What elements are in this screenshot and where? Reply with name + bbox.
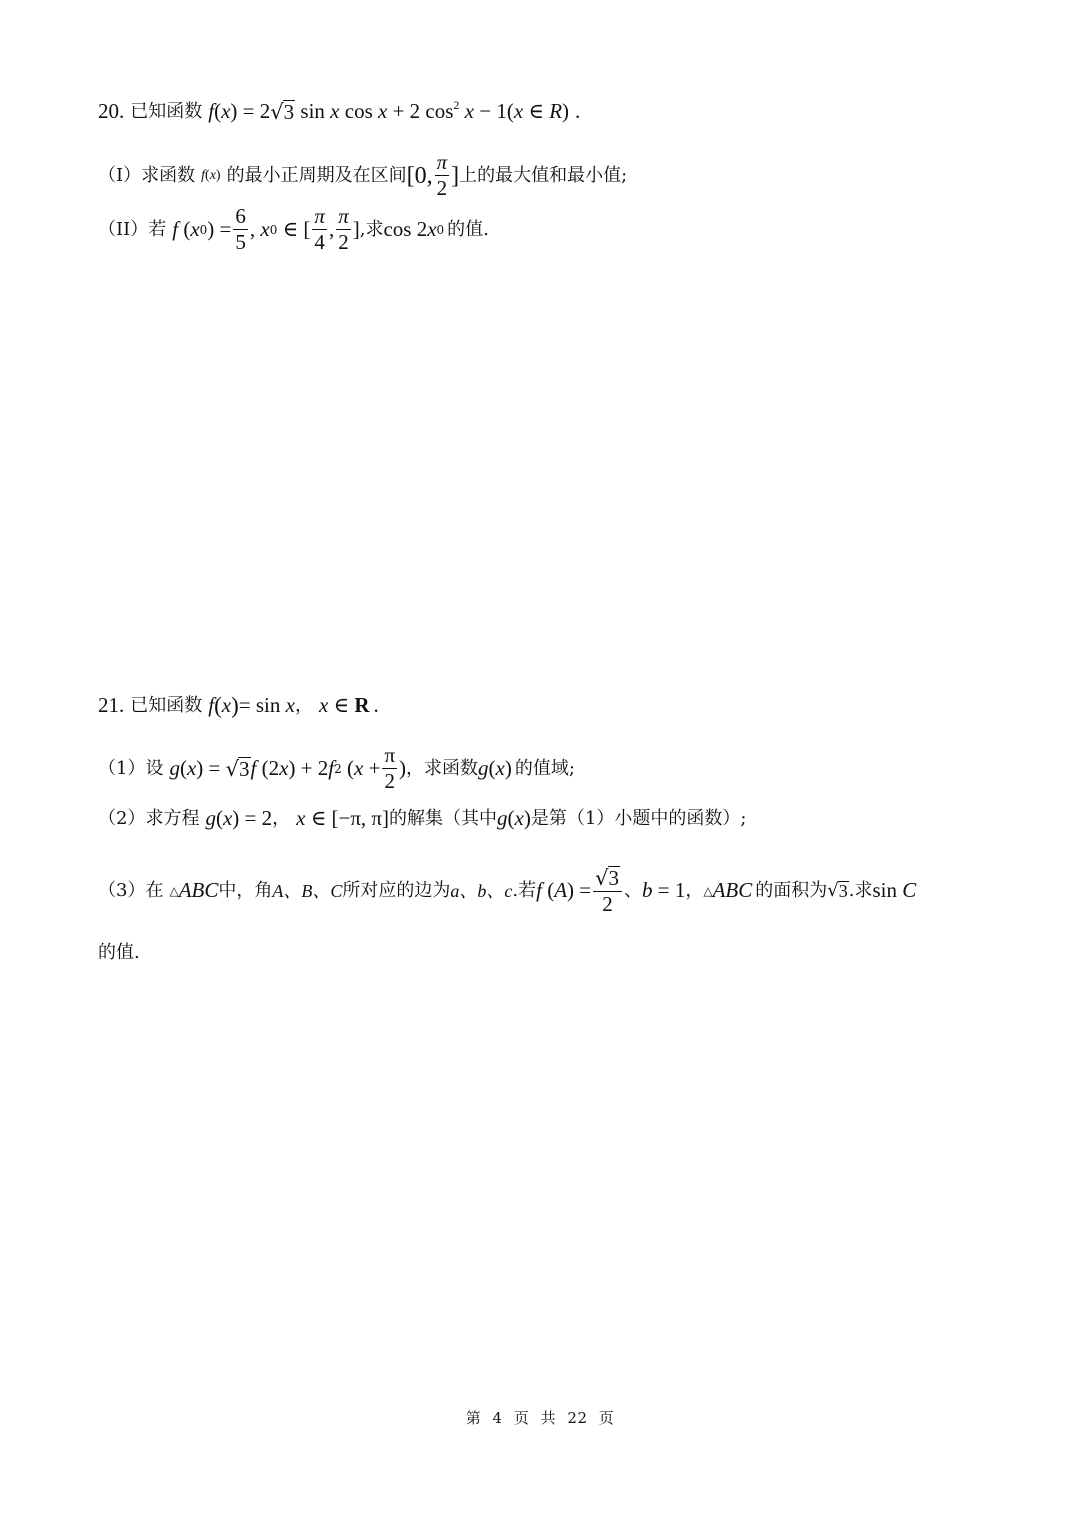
q20-part1-label: （I） bbox=[98, 164, 142, 186]
q21-p1-gx: g ( x ) bbox=[478, 756, 512, 780]
q21-p3-sep: 、 bbox=[624, 879, 642, 901]
q21-p3-triangle: △ ABC bbox=[169, 878, 219, 903]
q21-p3-text-d: .若 bbox=[512, 879, 537, 901]
q21-stem-text: 已知函数 bbox=[130, 694, 203, 716]
q20-part2-target: cos 2 x 0 bbox=[383, 217, 445, 241]
q21-p3-triangle2: △ ABC bbox=[703, 878, 753, 903]
q21-number: 21. bbox=[98, 693, 125, 717]
q21-part3-continuation bbox=[98, 944, 140, 962]
q21-p1-label: （1） bbox=[98, 757, 146, 779]
q21-p3-b-eq: b = 1 bbox=[642, 878, 686, 903]
footer-page-word: 页 bbox=[513, 1409, 530, 1427]
q20-part1-text-a: 求函数 bbox=[141, 164, 196, 186]
q20-part2-condition: f ( x 0 ) = $\frac{6}{5}$ , x 0 ∈ [ $\frac{\pi}{4}$ , $\frac{\pi}{2}$ ] bbox=[172, 204, 360, 254]
q21-formula: f ( x ) = sin x bbox=[208, 693, 295, 718]
q21-p2-text-c: 是第（1）小题中的函数）; bbox=[530, 807, 747, 829]
q20-stem bbox=[98, 100, 580, 123]
q20-part1-text-b: 的最小正周期及在区间 bbox=[226, 164, 407, 186]
footer-gong: 共 bbox=[540, 1409, 557, 1427]
q21-p3-text-e: 的面积为 bbox=[755, 879, 828, 901]
q21-p3-sides: a、b、c bbox=[450, 880, 513, 901]
q21-p2-comma: ， bbox=[272, 807, 291, 829]
q21-p2-interval: x ∈ [−π, π] bbox=[296, 806, 390, 830]
q21-p2-label: （2） bbox=[98, 807, 146, 829]
page-footer bbox=[0, 1407, 1080, 1428]
q20-part2-label: （II） bbox=[98, 218, 149, 240]
q20-stem-text: 已知函数 bbox=[130, 100, 203, 122]
footer-prefix: 第 bbox=[465, 1409, 482, 1427]
q21-p1-text-c: 的值域; bbox=[514, 757, 575, 779]
q20-part2-text-a: 若 bbox=[148, 218, 167, 240]
footer-suffix: 页 bbox=[598, 1409, 615, 1427]
q21-p3-text-c: 所对应的边为 bbox=[342, 879, 451, 901]
q20-part1-text-c: 上的最大值和最小值; bbox=[459, 164, 628, 186]
q21-p3-text-a: 在 bbox=[145, 879, 164, 901]
q21-p3-condition: f ( A ) = √ 3 2 bbox=[536, 866, 624, 915]
q20-part1: （I） 求函数 f ( x ) 的最小正周期及在区间 [0, $\frac{\pi}{2}$ ] 上的最大值和最小值; bbox=[98, 150, 628, 200]
q21-p3-target: sin C bbox=[872, 878, 917, 903]
q21-comma: ， bbox=[294, 694, 313, 716]
q20-formula: f ( x ) = 2 √ 3 sin x cos x + 2 $\cos^2$ x − 1( x ∈ R ) bbox=[208, 98, 570, 125]
q21-p3-text-b: 中，角 bbox=[218, 879, 273, 901]
q20-part1-interval: [0, $\frac{\pi}{2}$ ] bbox=[406, 150, 460, 200]
q21-p3-angles: A、B、C bbox=[272, 880, 343, 901]
q21-p2-equation: g ( x ) = 2 bbox=[205, 806, 273, 830]
footer-page-number: 4 bbox=[492, 1409, 503, 1427]
q21-p3-comma: ， bbox=[685, 879, 704, 901]
q20-part1-fx: f bbox=[201, 167, 206, 183]
q21-stem-end: . bbox=[373, 693, 379, 717]
q21-p3-label: （3） bbox=[98, 879, 146, 901]
q21-p1-text-a: 设 bbox=[145, 757, 164, 779]
q20-part2-text-c: 的值. bbox=[447, 218, 489, 240]
q21-p1-formula: g ( x ) = √ 3 f (2 x ) + 2 f 2 ( x + $\frac{\pi}{2}$ ) bbox=[169, 743, 407, 793]
q20-number: 20. bbox=[98, 99, 125, 124]
q21-part3 bbox=[98, 866, 916, 915]
q21-p2-gx: g ( x ) bbox=[497, 806, 531, 830]
q21-part2 bbox=[98, 808, 746, 829]
q21-domain: x ∈ R bbox=[318, 693, 370, 717]
q20-part2 bbox=[98, 206, 489, 253]
footer-total: 22 bbox=[567, 1409, 588, 1427]
q21-p3-area: √ 3 bbox=[827, 880, 848, 902]
q21-p1-text-b: ，求函数 bbox=[406, 757, 479, 779]
q21-p2-text-b: 的解集（其中 bbox=[389, 807, 498, 829]
q21-p3-text-f: .求 bbox=[848, 879, 873, 901]
q20-part2-text-b: ,求 bbox=[359, 218, 384, 240]
q21-stem bbox=[98, 694, 379, 717]
q21-part1 bbox=[98, 745, 575, 792]
q20-stem-end: . bbox=[575, 99, 581, 124]
q21-p2-text-a: 求方程 bbox=[145, 807, 200, 829]
q21-p3-text-g: 的值. bbox=[98, 942, 140, 963]
